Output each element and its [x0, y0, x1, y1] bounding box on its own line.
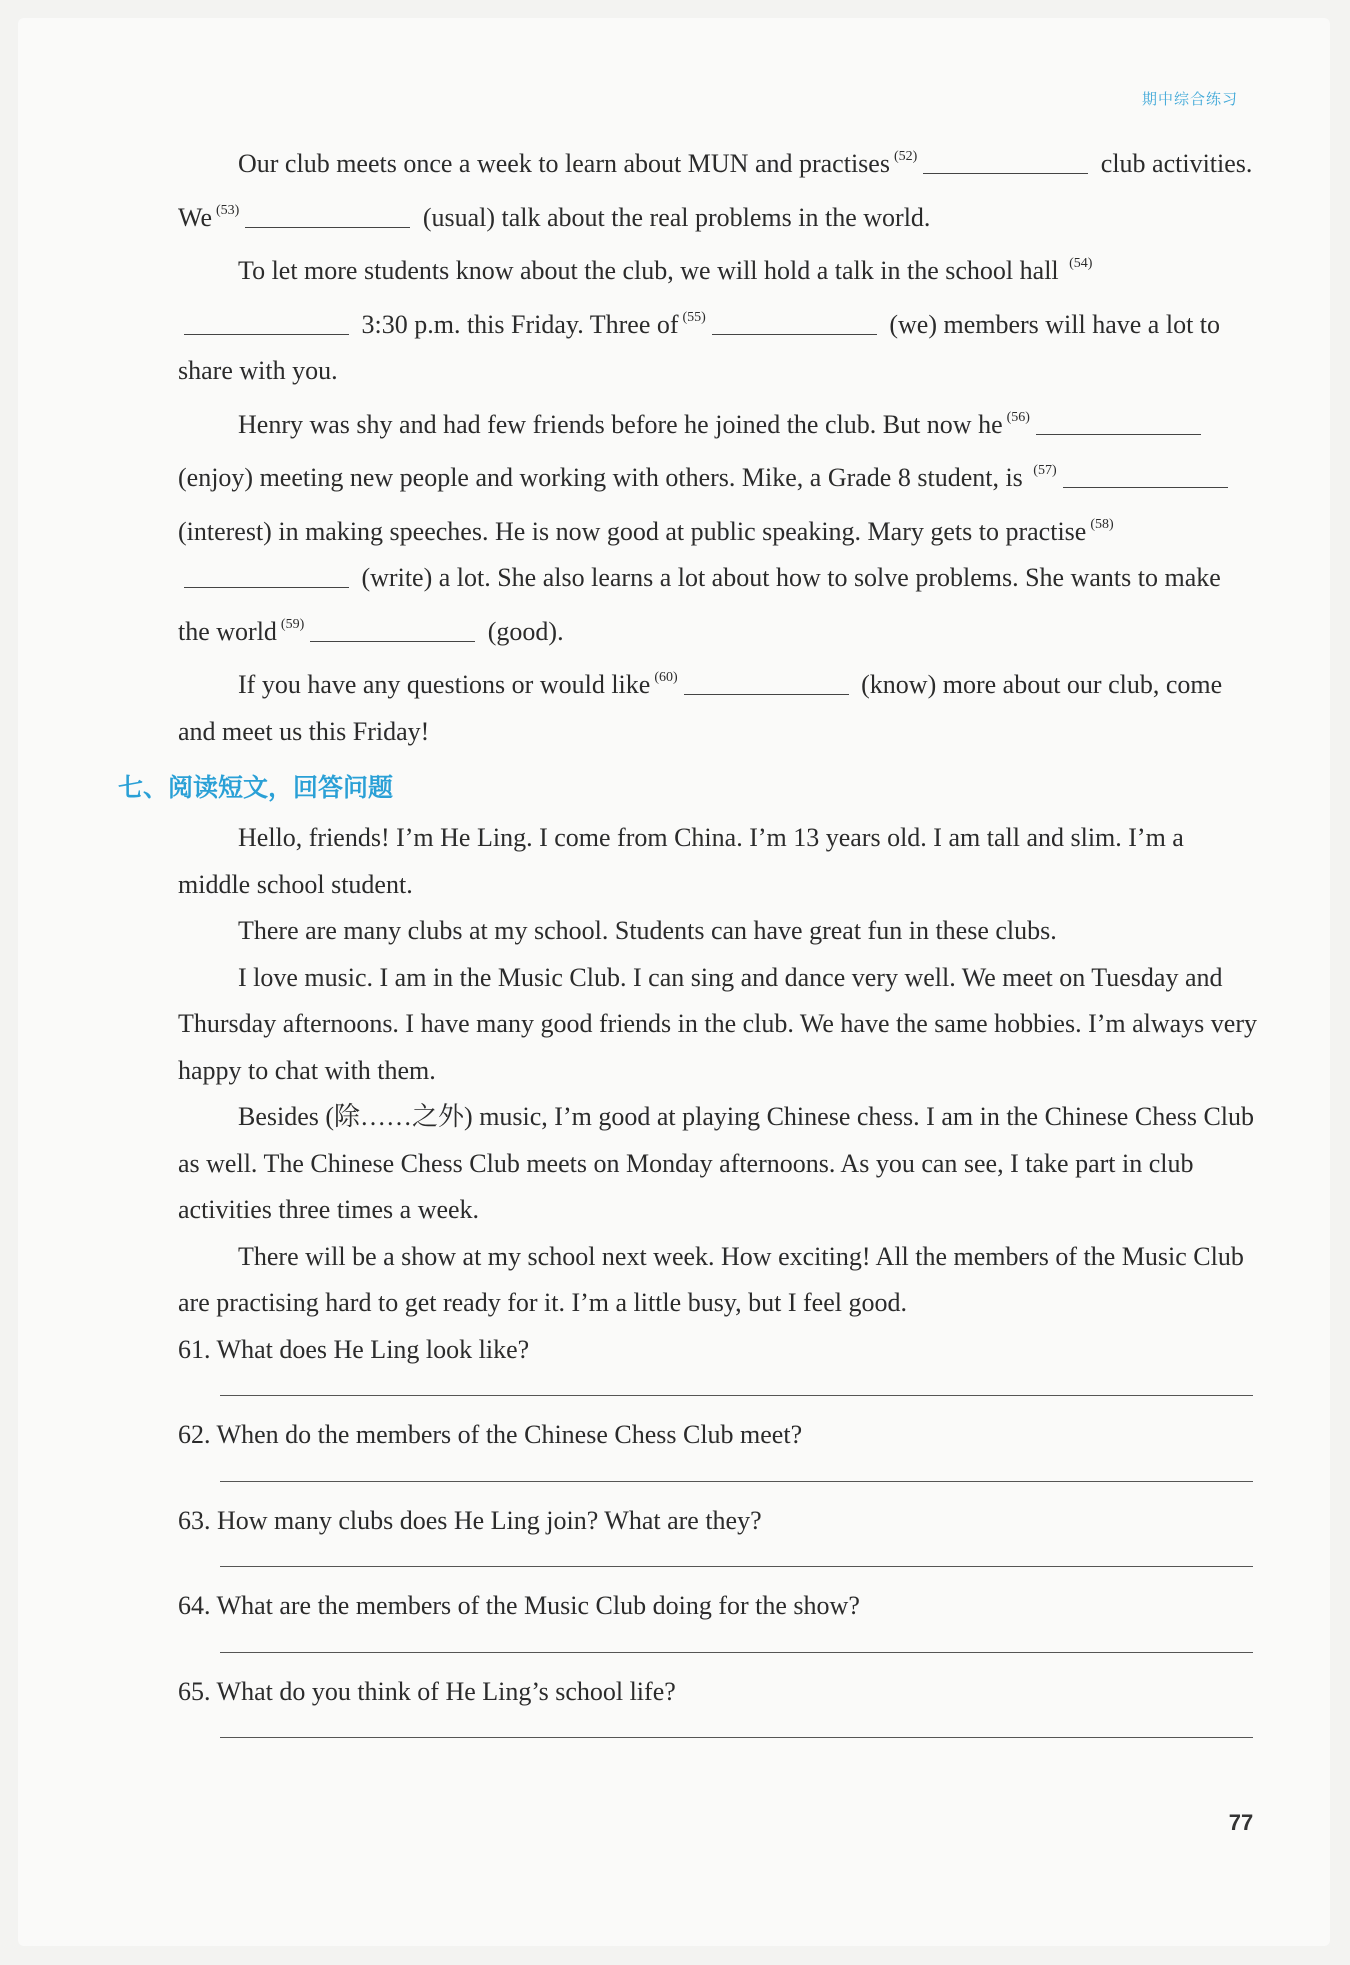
blank-number-59: (59) [280, 616, 305, 632]
reading-paragraph: Besides (除……之外) music, I’m good at playing Chinese chess. I am in the Chinese Chess Club as well. The Chinese Chess Club meets on Monday afternoons. As you can see, I take part in club activities three times a week. [178, 1102, 1255, 1224]
blank-number-55: (55) [682, 309, 706, 325]
question-62: 62. When do the members of the Chinese Chess Club meet? [178, 1420, 803, 1449]
text-fragment: (enjoy) meeting new people and working with others. Mike, a Grade 8 student, is [178, 463, 1023, 492]
text-fragment: Henry was shy and had few friends before he joined the club. But now he [238, 409, 1003, 439]
section-7-title: 七、阅读短文，回答问题 [118, 773, 394, 802]
text-fragment: (interest) in making speeches. He is now good at public speaking. Mary gets to practise [178, 516, 1087, 546]
reading-paragraph: There will be a show at my school next week. How exciting! All the members of the Music Club are practising hard to get ready for it. I’m a little busy, but I feel good. [178, 1241, 1244, 1317]
reading-paragraph: I love music. I am in the Music Club. I can sing and dance very well. We meet on Tuesday and Thursday afternoons. I have many good friends in the club. We have the same hobbies. I’m always very happy to chat with them. [178, 962, 1257, 1085]
answer-line-63[interactable] [220, 1564, 1253, 1567]
cloze-paragraph-1 [178, 134, 1258, 241]
blank-number-57: (57) [1033, 463, 1057, 478]
blank-54[interactable] [184, 308, 349, 335]
question-65: 65. What do you think of He Ling’s school life? [178, 1676, 676, 1706]
blank-60[interactable] [684, 668, 849, 695]
blank-number-54: (54) [1069, 256, 1093, 271]
blank-59[interactable] [310, 615, 475, 642]
cloze-paragraph-4 [178, 655, 1258, 755]
blank-52[interactable] [923, 147, 1088, 174]
reading-paragraph: Hello, friends! I’m He Ling. I come from China. I’m 13 years old. I am tall and slim. I’m a middle school student. [178, 823, 1184, 899]
section-header-label: 期中综合练习 [1141, 90, 1238, 108]
text-fragment: (write) a lot. She also learns a lot about how to solve problems. She wants to make the world [178, 563, 1221, 646]
blank-number-53: (53) [216, 202, 240, 218]
blank-56[interactable] [1036, 408, 1201, 435]
blank-number-56: (56) [1006, 409, 1030, 425]
blank-number-58: (58) [1090, 516, 1114, 532]
text-fragment: (good). [487, 616, 564, 646]
cloze-paragraph-3 [178, 395, 1258, 656]
cloze-paragraph-2 [178, 241, 1258, 395]
text-fragment: To let more students know about the club, we will hold a talk in the school hall [238, 256, 1059, 285]
blank-55[interactable] [712, 308, 877, 335]
text-fragment: Our club meets once a week to learn about MUN and practises [238, 149, 890, 178]
text-fragment: (we) members will have a lot to share with you. [178, 309, 1221, 385]
answer-line-65[interactable] [220, 1735, 1253, 1738]
content-area [118, 134, 1258, 1754]
question-64: 64. What are the members of the Music Club doing for the show? [178, 1591, 860, 1620]
text-fragment: If you have any questions or would like [238, 670, 651, 699]
question-61: 61. What does He Ling look like? [178, 1334, 530, 1364]
text-fragment: club activities. We [178, 149, 1253, 232]
blank-57[interactable] [1063, 461, 1228, 488]
text-fragment: 3:30 p.m. this Friday. Three of [361, 309, 679, 339]
blank-53[interactable] [245, 201, 410, 228]
text-fragment: (usual) talk about the real problems in the world. [422, 202, 931, 232]
text-fragment: (know) more about our club, come and meet us this Friday! [178, 670, 1223, 746]
blank-58[interactable] [184, 561, 349, 588]
answer-line-64[interactable] [220, 1650, 1253, 1653]
answer-line-62[interactable] [220, 1479, 1253, 1482]
reading-paragraph: There are many clubs at my school. Students can have great fun in these clubs. [238, 916, 1057, 945]
blank-number-52: (52) [893, 149, 918, 164]
answer-line-61[interactable] [220, 1393, 1253, 1396]
question-63: 63. How many clubs does He Ling join? What are they? [178, 1505, 762, 1535]
page-number: 77 [1210, 1806, 1272, 1842]
blank-number-60: (60) [654, 670, 678, 685]
